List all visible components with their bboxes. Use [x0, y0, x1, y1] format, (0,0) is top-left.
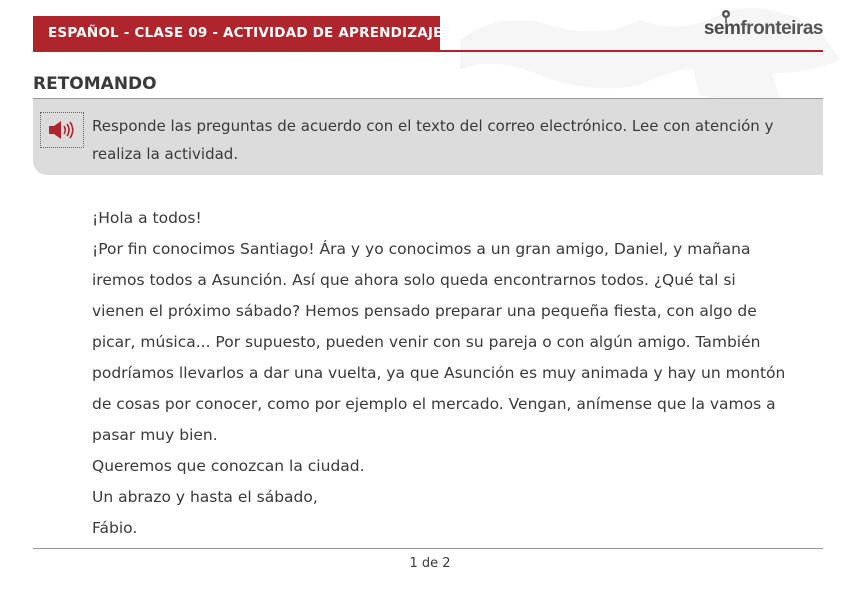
semfronteiras-logo — [704, 18, 823, 40]
letter-greeting: ¡Hola a todos! — [92, 209, 202, 227]
letter-body: ¡Por fin conocimos Santiago! Ára y yo conocimos a un gran amigo, Daniel, y mañana iremos todos a Asunción. Así que ahora solo queda encontrarnos todos. ¿Qué tal si vienen el próximo sábado? Hemos pensado preparar una pequeña fiesta, con algo de picar, música... Por supuesto, pueden venir con su pareja o con algún amigo. También podríamos llevarlos a dar una vuelta, ya que Asunción es muy animada y hay un montón de cosas por conocer, como por ejemplo el mercado. Vengan, anímense que la vamos a pasar muy bien. — [92, 240, 786, 444]
section-title: RETOMANDO — [33, 74, 157, 94]
letter-signature: Fábio. — [92, 519, 138, 537]
logo-text-part2: fronteiras — [740, 18, 823, 39]
speaker-icon — [47, 119, 77, 141]
email-letter — [92, 203, 792, 544]
letter-closing-1: Queremos que conozcan la ciudad. — [92, 457, 365, 475]
instruction-text: Responde las preguntas de acuerdo con el texto del correo electrónico. Lee con atención y realiza la actividad. — [92, 117, 774, 163]
world-map-decoration — [440, 0, 860, 110]
header-divider — [33, 50, 823, 52]
audio-button[interactable] — [40, 112, 84, 148]
letter-closing-2: Un abrazo y hasta el sábado, — [92, 488, 318, 506]
logo-text-part1: sem — [703, 18, 741, 39]
page-indicator: 1 de 2 — [409, 556, 451, 571]
footer-divider — [33, 548, 823, 549]
course-header-tab: ESPAÑOL - CLASE 09 - ACTIVIDAD DE APRENDIZAJE — [33, 16, 440, 51]
